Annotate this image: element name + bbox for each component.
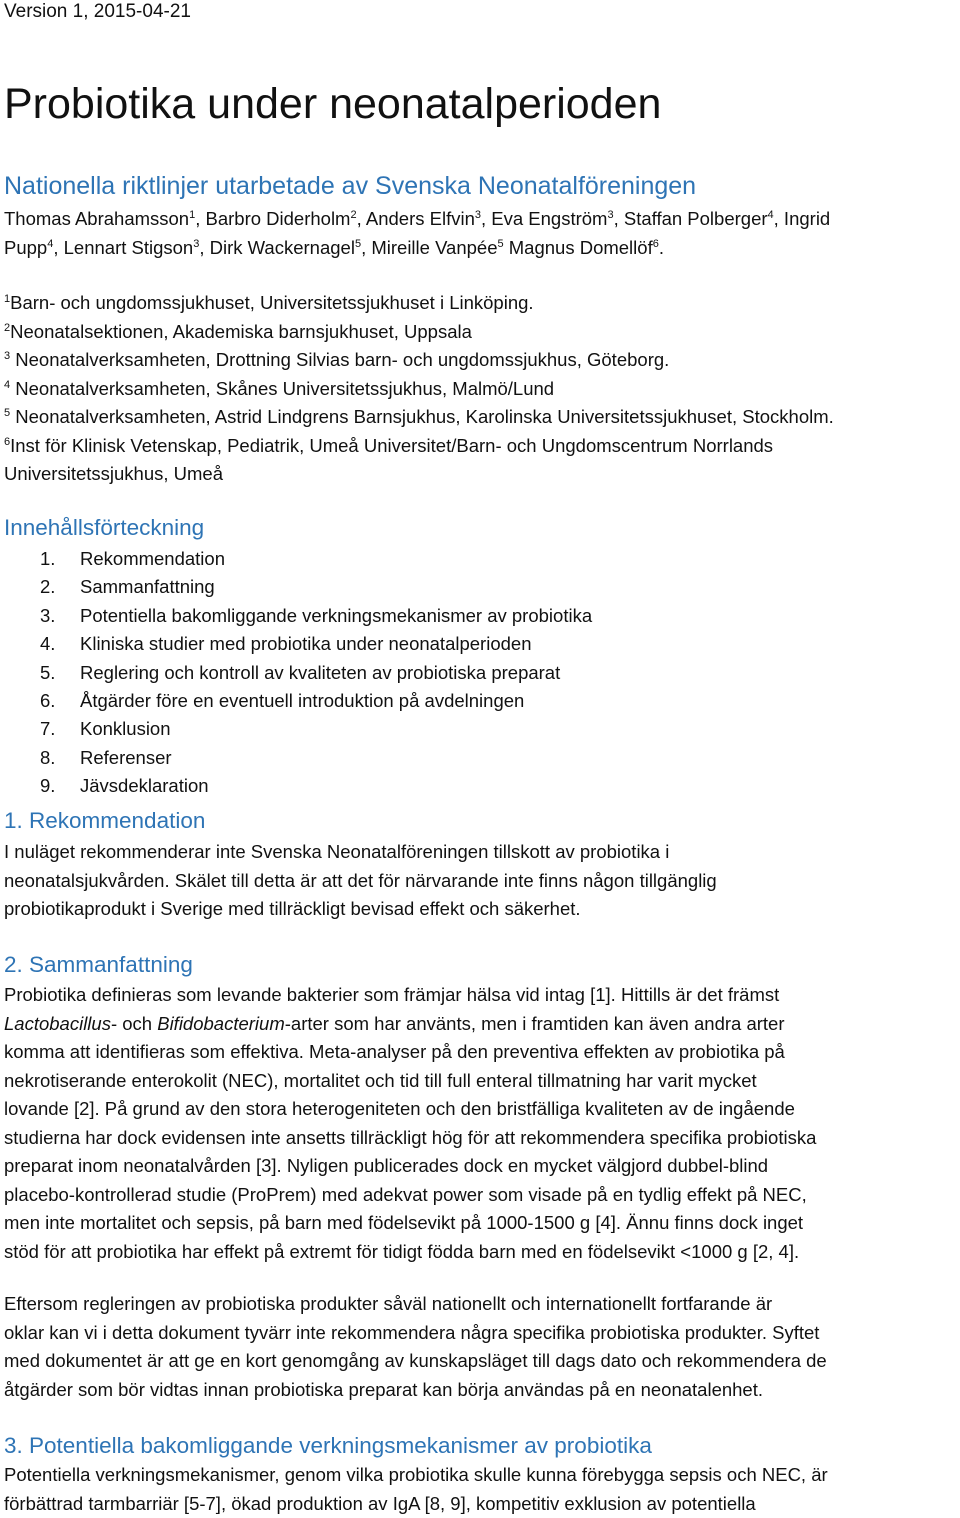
text-run: studierna har dock evidensen inte ansetts tillräckligt hög för att rekommendera specifika probiotiska [4, 1126, 817, 1148]
toc-item[interactable] [40, 772, 592, 800]
text-line [4, 1181, 958, 1210]
toc-item[interactable] [40, 573, 592, 601]
text-run: preparat inom neonatalvården [3]. Nyligen publicerades dock en mycket välgjord dubbel-blind [4, 1155, 769, 1176]
text-line [4, 838, 958, 867]
toc-item-number: 1. [40, 548, 56, 569]
section-1-title: 1. Rekommendation [4, 808, 206, 833]
affiliation [4, 403, 958, 432]
table-of-contents [40, 545, 592, 801]
superscript-ref: 6 [652, 237, 659, 250]
toc-item[interactable] [40, 630, 592, 658]
text-line [4, 1095, 958, 1124]
text-run: men inte mortalitet och sepsis, på barn med födelsevikt på 1000-1500 g [4]. Ännu finns dock inget [4, 1212, 804, 1233]
affiliation [4, 375, 958, 404]
section-3-title: 3. Potentiella bakomliggande verkningsmekanismer av probiotika [4, 1433, 652, 1458]
text-run: , Eva Engström [481, 208, 608, 229]
affiliation [4, 346, 958, 375]
italic-term: Lactobacillus [4, 1012, 111, 1034]
text-run: I nuläget rekommenderar inte Svenska Neonatalföreningen tillskott av probiotika i [4, 841, 670, 862]
toc-item-label: Åtgärder före en eventuell introduktion på avdelningen [80, 690, 525, 712]
toc-item-label: Rekommendation [80, 548, 225, 569]
toc-item[interactable] [40, 545, 592, 573]
toc-item-number: 4. [40, 633, 56, 655]
toc-title: Innehållsförteckning [4, 515, 205, 540]
affiliation-text: Universitetssjukhus, Umeå [4, 463, 223, 484]
superscript-ref: 5 [354, 237, 362, 250]
text-run: Potentiella verkningsmekanismer, genom vilka probiotika skulle kunna förebygga sepsis och NEC, är [4, 1464, 828, 1485]
document-title: Probiotika under neonatalperioden [4, 80, 662, 128]
toc-item-number: 6. [40, 690, 56, 712]
text-run: komma att identifieras som effektiva. Meta-analyser på den preventiva effekten av probiotika på [4, 1041, 785, 1062]
superscript-ref: 2 [350, 208, 357, 221]
text-run: lovande [2]. På grund av den stora heterogeniteten och den bristfälliga kvaliteten av de ingående [4, 1098, 795, 1119]
text-run: , Mireille Vanpée [361, 236, 498, 258]
superscript-ref: 3 [474, 208, 481, 221]
toc-item[interactable] [40, 659, 592, 687]
text-run: stöd för att probiotika har effekt på extremt för tidigt födda barn med en födelsevikt <1000 g [2, 4]. [4, 1240, 800, 1262]
affiliation-text: Neonatalsektionen, Akademiska barnsjukhuset, Uppsala [10, 320, 472, 342]
toc-item-number: 3. [40, 604, 56, 626]
affiliation-number: 5 [4, 406, 11, 419]
toc-item-number: 8. [40, 746, 56, 768]
toc-item-number: 5. [40, 661, 56, 683]
document-subtitle: Nationella riktlinjer utarbetade av Svenska Neonatalföreningen [4, 172, 697, 200]
affiliation [4, 318, 958, 347]
text-run: nekrotiserande enterokolit (NEC), mortalitet och tid till full enteral tillmatning har varit mycket [4, 1069, 757, 1091]
text-line [4, 1152, 958, 1181]
toc-item-label: Kliniska studier med probiotika under neonatalperioden [80, 633, 532, 655]
toc-item-number: 2. [40, 576, 56, 598]
text-line [4, 1038, 958, 1067]
author-line [4, 205, 958, 234]
affiliation-text: Neonatalverksamheten, Skånes Universitetssjukhus, Malmö/Lund [10, 377, 555, 399]
text-line [4, 1319, 958, 1348]
version-label: Version 1, 2015-04-21 [4, 1, 191, 22]
text-run: , Dirk Wackernagel [199, 236, 355, 258]
affiliation-list [4, 289, 958, 489]
affiliation-number: 2 [4, 321, 11, 334]
text-run: , Barbro Diderholm [195, 208, 351, 229]
text-run: , Ingrid [773, 208, 831, 229]
affiliation-number: 3 [4, 349, 11, 362]
affiliation [4, 289, 958, 318]
affiliation-number: 4 [4, 378, 11, 391]
affiliation-text: Neonatalverksamheten, Astrid Lindgrens Barnsjukhus, Karolinska Universitetssjukhuset, Stockholm. [10, 406, 834, 427]
section-3-paragraph [4, 1461, 958, 1518]
text-run: med dokumentet är att ge en kort genomgång av kunskapsläget till dags dato och rekommendera de [4, 1350, 827, 1371]
text-run: Thomas Abrahamsson [4, 208, 190, 229]
text-line [4, 1238, 958, 1267]
toc-item[interactable] [40, 602, 592, 630]
section-2-paragraph-1 [4, 981, 958, 1266]
text-line [4, 1067, 958, 1096]
text-line [4, 1461, 958, 1490]
affiliation-text: Barn- och ungdomssjukhuset, Universitetssjukhuset i Linköping. [10, 292, 534, 313]
text-line [4, 981, 958, 1010]
superscript-ref: 3 [193, 237, 200, 250]
text-line [4, 1209, 958, 1238]
toc-item-label: Referenser [80, 746, 172, 768]
superscript-ref: 4 [47, 237, 54, 250]
text-run: Pupp [4, 236, 48, 258]
section-1-paragraph [4, 838, 958, 924]
text-run: Eftersom regleringen av probiotiska produkter såväl nationellt och internationellt fortfarande är [4, 1293, 773, 1314]
section-2-paragraph-2 [4, 1290, 958, 1404]
affiliation-text: Neonatalverksamheten, Drottning Silvias barn- och ungdomssjukhus, Göteborg. [10, 349, 670, 370]
text-run: placebo-kontrollerad studie (ProPrem) med adekvat power som visade på en tydlig effekt på NEC, [4, 1183, 807, 1205]
superscript-ref: 5 [497, 237, 504, 250]
text-run: -arter som har använts, men i framtiden kan även andra arter [284, 1012, 785, 1034]
affiliation-number: 6 [4, 435, 11, 448]
affiliation [4, 432, 958, 461]
text-run: , Anders Elfvin [356, 208, 475, 229]
text-run: Probiotika definieras som levande bakterier som främjar hälsa vid intag [1]. Hittills är det främst [4, 984, 780, 1005]
text-run: . [658, 236, 664, 258]
text-run: Magnus Domellöf [503, 236, 653, 258]
toc-item-label: Sammanfattning [80, 576, 215, 598]
text-line [4, 867, 958, 896]
author-list [4, 205, 958, 262]
toc-item[interactable] [40, 715, 592, 743]
text-line [4, 1124, 958, 1153]
affiliation-text: Inst för Klinisk Vetenskap, Pediatrik, Umeå Universitet/Barn- och Ungdomscentrum Norrlands [10, 434, 774, 456]
superscript-ref: 3 [607, 208, 614, 221]
text-run: förbättrad tarmbarriär [5-7], ökad produktion av IgA [8, 9], kompetitiv exklusion av potentiella [4, 1492, 756, 1514]
text-run: , Lennart Stigson [53, 236, 194, 258]
toc-item-label: Jävsdeklaration [80, 775, 209, 797]
text-line [4, 1347, 958, 1376]
toc-item[interactable] [40, 744, 592, 772]
toc-item[interactable] [40, 687, 592, 715]
text-run: åtgärder som bör vidtas innan probiotiska preparat kan börja användas på en neonatalenhet. [4, 1378, 764, 1400]
text-run: , Staffan Polberger [613, 208, 768, 229]
text-run: - och [110, 1012, 158, 1034]
text-line [4, 1010, 958, 1039]
author-line [4, 234, 958, 263]
toc-item-label: Konklusion [80, 718, 171, 740]
affiliation [4, 460, 958, 489]
text-line [4, 1376, 958, 1405]
toc-item-number: 9. [40, 775, 56, 797]
affiliation-number: 1 [4, 292, 11, 305]
text-line [4, 895, 958, 924]
toc-item-label: Potentiella bakomliggande verkningsmekanismer av probiotika [80, 604, 593, 626]
toc-item-label: Reglering och kontroll av kvaliteten av probiotiska preparat [80, 661, 561, 683]
text-line [4, 1290, 958, 1319]
section-2-title: 2. Sammanfattning [4, 952, 193, 977]
text-run: oklar kan vi i detta dokument tyvärr inte rekommendera några specifika probiotiska produkter. Syftet [4, 1321, 820, 1343]
text-line [4, 1490, 958, 1518]
text-run: probiotikaprodukt i Sverige med tillräckligt bevisad effekt och säkerhet. [4, 898, 581, 919]
superscript-ref: 4 [767, 208, 774, 221]
text-run: neonatalsjukvården. Skälet till detta är att det för närvarande inte finns någon tillgänglig [4, 869, 717, 891]
toc-item-number: 7. [40, 718, 56, 740]
superscript-ref: 1 [189, 208, 196, 221]
italic-term: Bifidobacterium [157, 1012, 285, 1034]
